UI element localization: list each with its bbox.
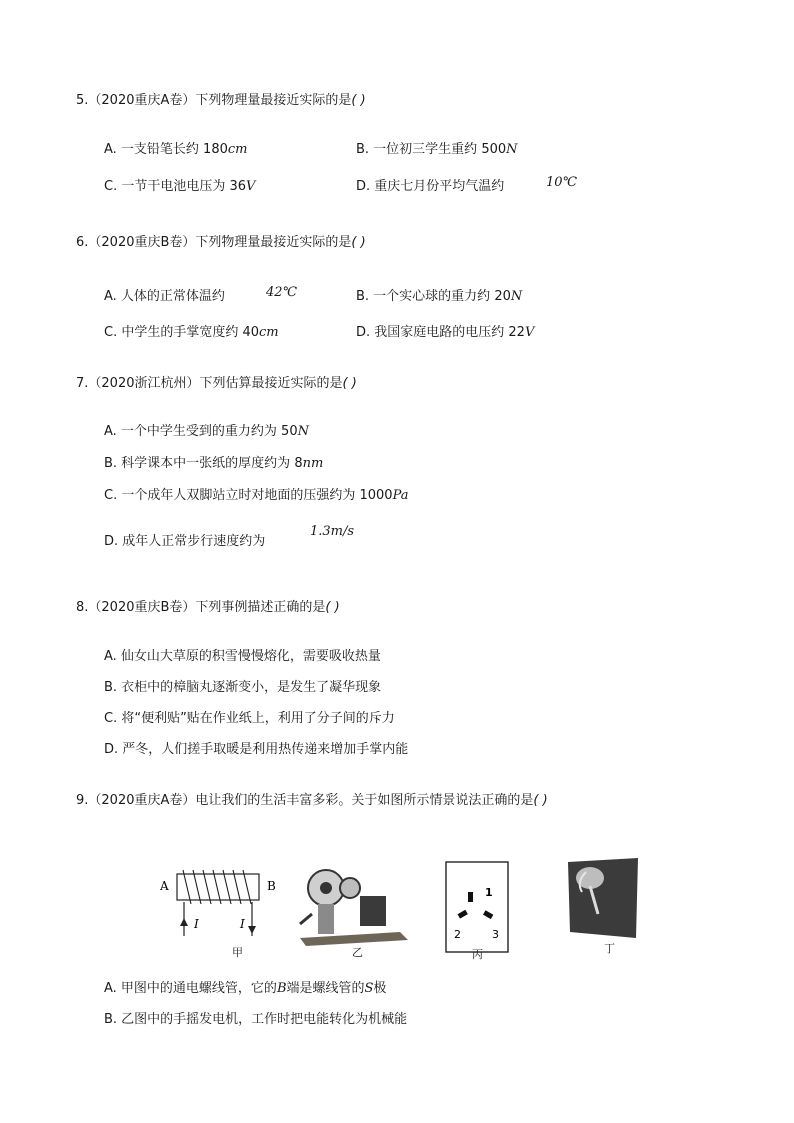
question-8-stem: 8.（2020重庆B卷）下列事例描述正确的是( ) xyxy=(76,600,340,615)
solenoid-end-b-label: B xyxy=(267,879,276,893)
question-6-option-a[interactable]: A. 人体的正常体温约 xyxy=(104,289,225,304)
question-6-stem: 6.（2020重庆B卷）下列物理量最接近实际的是( ) xyxy=(76,235,366,250)
solenoid-end-a-label: A xyxy=(160,879,169,893)
current-label-left: I xyxy=(194,917,199,931)
figure-drawing xyxy=(150,852,640,964)
question-7-option-a[interactable]: A. 一个中学生受到的重力约为 50N xyxy=(104,424,309,439)
question-9-stem: 9.（2020重庆A卷）电让我们的生活丰富多彩。关于如图所示情景说法正确的是( ) xyxy=(76,793,548,808)
question-7-option-d-value: 1.3m/s xyxy=(310,524,355,539)
question-5-stem: 5.（2020重庆A卷）下列物理量最接近实际的是( ) xyxy=(76,93,366,108)
question-6-option-b[interactable]: B. 一个实心球的重力约 20N xyxy=(356,289,523,304)
socket-hole-3-label: 3 xyxy=(492,928,499,941)
figure-caption-yi: 乙 xyxy=(352,946,363,959)
solenoid-diagram xyxy=(159,870,276,936)
question-8-option-c[interactable]: C. 将“便利贴”贴在作业纸上，利用了分子间的斥力 xyxy=(104,711,395,726)
socket-diagram xyxy=(446,862,508,952)
question-5-option-c[interactable]: C. 一节干电池电压为 36V xyxy=(104,179,256,194)
figure-caption-bing: 丙 xyxy=(472,948,483,961)
question-6-option-a-value: 42℃ xyxy=(266,285,298,300)
question-7-option-d[interactable]: D. 成年人正常步行速度约为 xyxy=(104,534,266,549)
question-7-option-b[interactable]: B. 科学课本中一张纸的厚度约为 8nm xyxy=(104,456,324,471)
question-6-option-c[interactable]: C. 中学生的手掌宽度约 40cm xyxy=(104,325,279,340)
question-8-option-b[interactable]: B. 衣柜中的樟脑丸逐渐变小，是发生了凝华现象 xyxy=(104,680,382,695)
hand-generator-image xyxy=(300,870,408,946)
question-5-option-a[interactable]: A. 一支铅笔长约 180cm xyxy=(104,142,248,157)
question-7-option-c[interactable]: C. 一个成年人双脚站立时对地面的压强约为 1000Pa xyxy=(104,488,409,503)
question-9-option-a[interactable]: A. 甲图中的通电螺线管，它的B端是螺线管的S极 xyxy=(104,981,387,996)
question-8-option-d[interactable]: D. 严冬，人们搓手取暖是利用热传递来增加手掌内能 xyxy=(104,742,409,757)
question-8-option-a[interactable]: A. 仙女山大草原的积雪慢慢熔化，需要吸收热量 xyxy=(104,649,381,664)
question-9-figure xyxy=(150,852,640,964)
question-5-option-b[interactable]: B. 一位初三学生重约 500N xyxy=(356,142,518,157)
figure-caption-jia: 甲 xyxy=(232,946,243,959)
socket-hole-1-label: 1 xyxy=(485,886,493,899)
question-6-option-d[interactable]: D. 我国家庭电路的电压约 22V xyxy=(356,325,535,340)
figure-caption-ding: 丁 xyxy=(604,942,615,955)
current-label-right: I xyxy=(240,917,245,931)
question-5-option-d[interactable]: D. 重庆七月份平均气温约 xyxy=(356,179,505,194)
socket-hole-2-label: 2 xyxy=(454,928,461,941)
question-7-stem: 7.（2020浙江杭州）下列估算最接近实际的是( ) xyxy=(76,376,357,391)
electroscope-photo xyxy=(568,858,638,938)
question-9-option-b[interactable]: B. 乙图中的手摇发电机，工作时把电能转化为机械能 xyxy=(104,1012,408,1027)
question-5-option-d-value: 10℃ xyxy=(546,175,578,190)
